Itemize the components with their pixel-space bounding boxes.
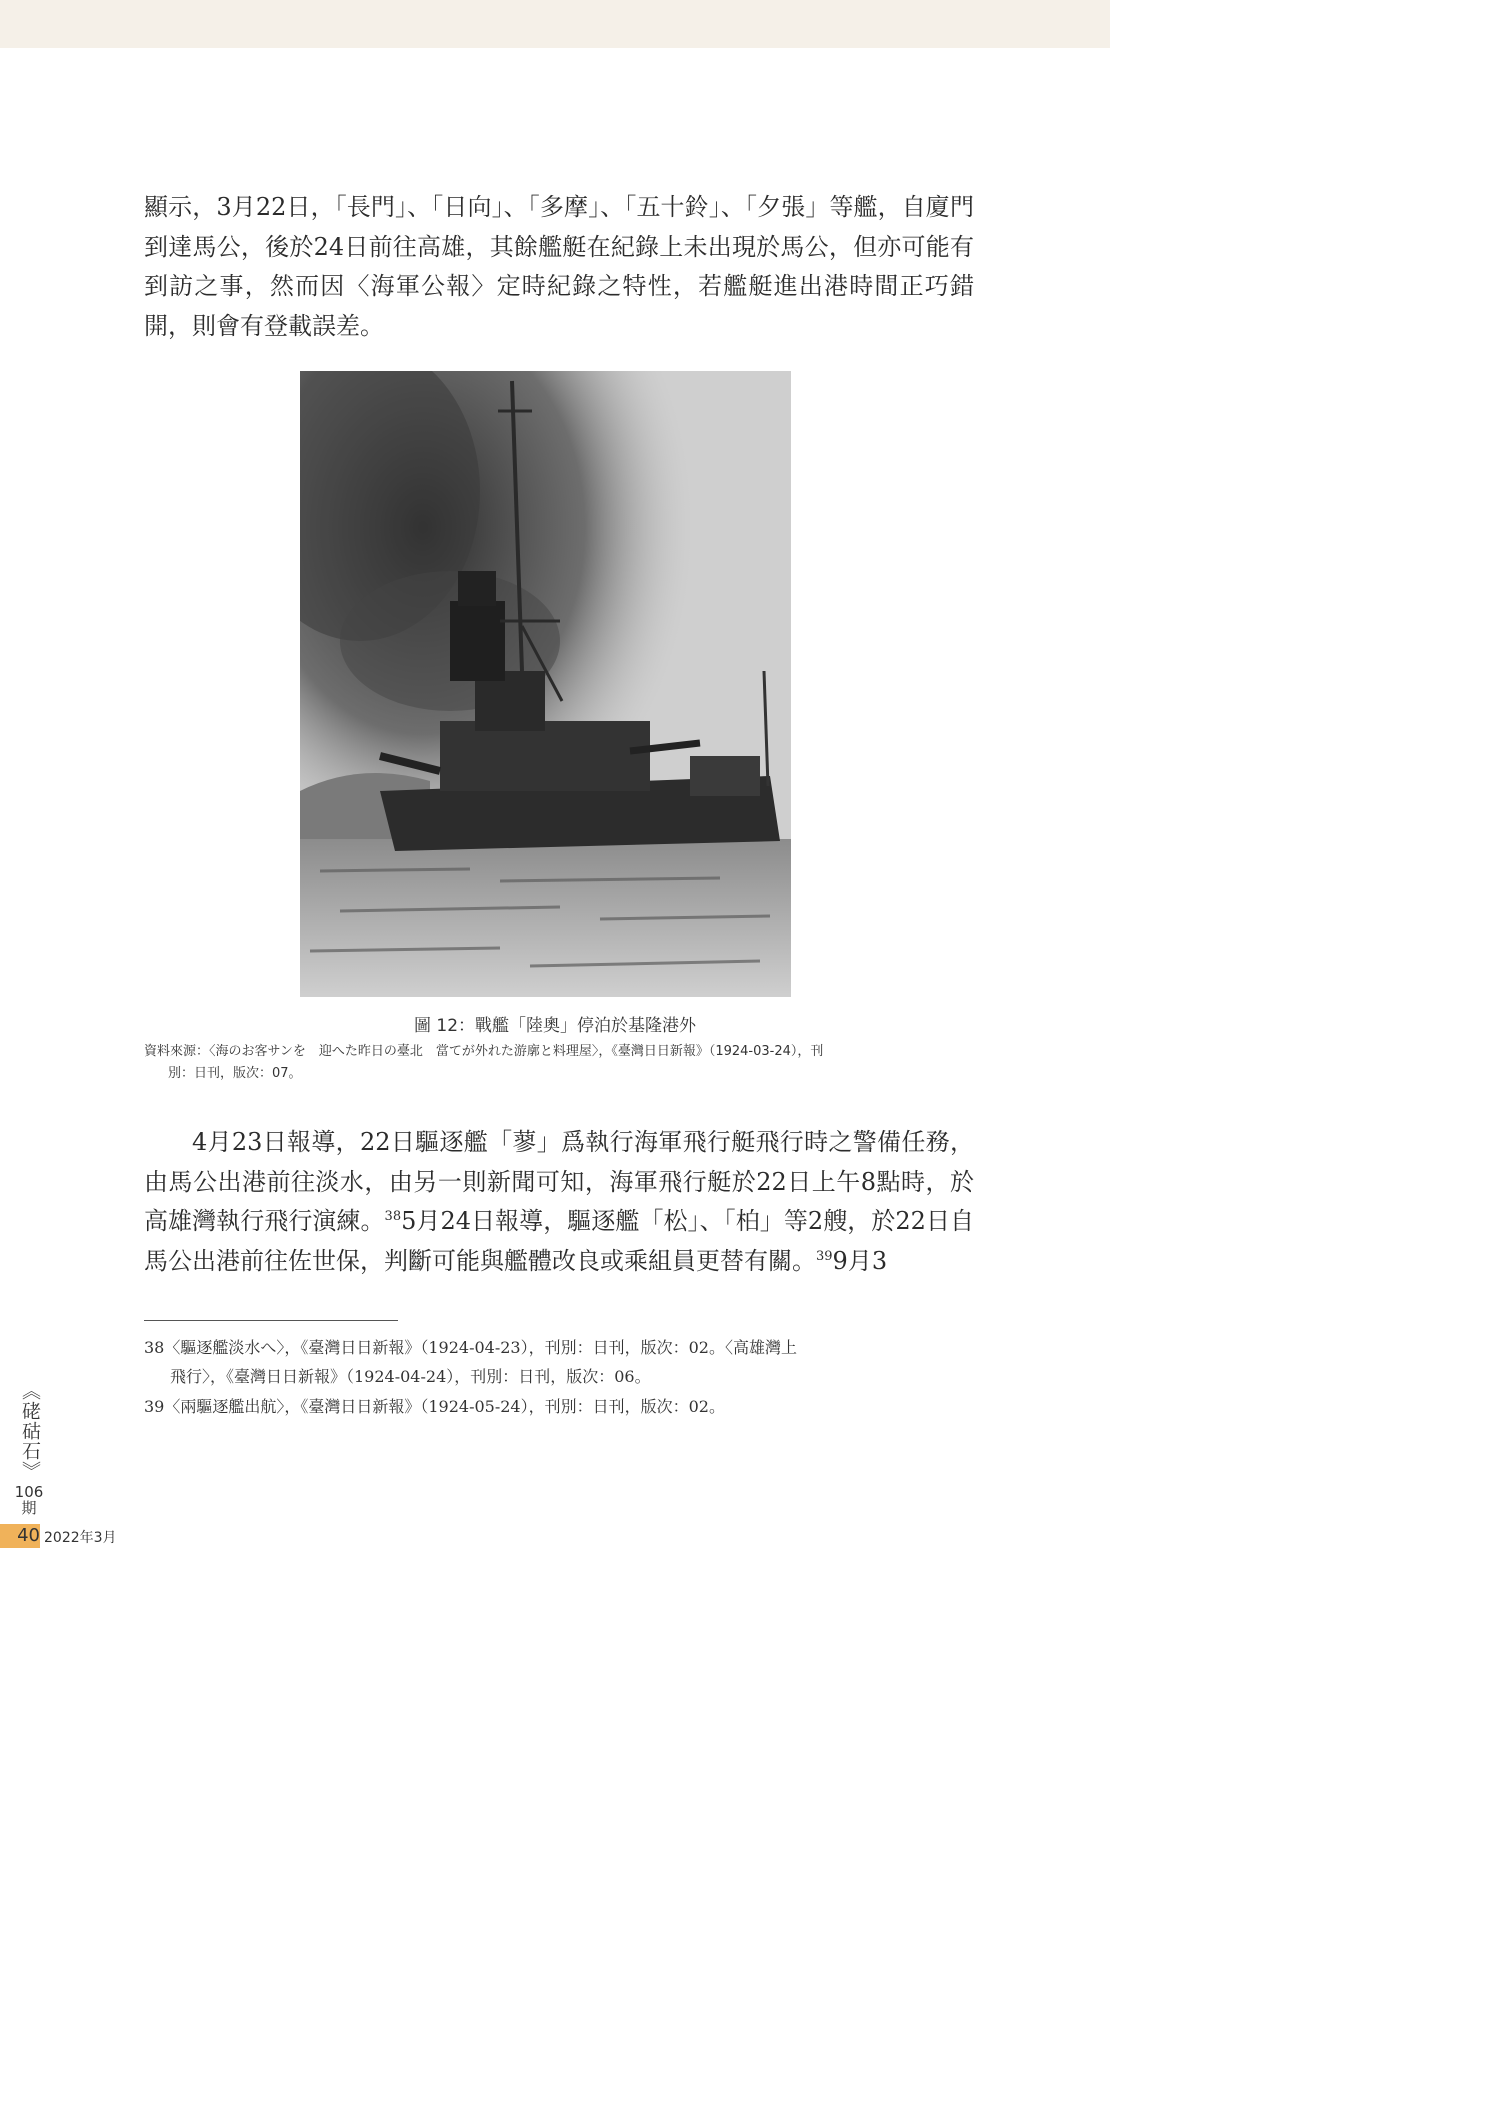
page-number: 40 <box>0 1524 40 1548</box>
footnote-ref-39[interactable]: 39 <box>816 1248 833 1264</box>
paragraph-2-part-c: 9月3 <box>832 1246 888 1275</box>
footnote-divider <box>144 1320 398 1321</box>
figure-caption: 圖 12：戰艦「陸奧」停泊於基隆港外 <box>413 1016 697 1036</box>
paragraph-2-part-b: 5月24日報導，驅逐艦「松」、「柏」等2艘，於22日自馬公出港前往佐世保，判斷可能與艦體改良或乘組員更替有關。 <box>144 1207 974 1275</box>
footnote-38-line-1: 38〈驅逐艦淡水へ〉，《臺灣日日新報》（1924-04-23），刊別：日刊，版次：02。〈高雄灣上 <box>144 1338 797 1357</box>
issue-suffix: 期 <box>21 1499 37 1517</box>
issue-label <box>11 1484 47 1516</box>
journal-title: 《硓𥑮石》 <box>19 1381 41 1481</box>
footnote-ref-38[interactable]: 38 <box>384 1209 402 1224</box>
issue-number: 106 <box>14 1483 44 1501</box>
body-paragraph-2 <box>144 1123 974 1281</box>
issue-date: 2022年3月 <box>44 1530 117 1546</box>
figure-source-line-1: 資料來源：〈海のお客サンを 迎へた昨日の臺北 當てが外れた游廓と料理屋〉，《臺灣日日新報》（1924-03-24），刊 <box>144 1044 824 1059</box>
battleship-photo <box>300 371 791 997</box>
top-band <box>0 0 1110 48</box>
body-paragraph-1: 顯示，3月22日，「長門」、「日向」、「多摩」、「五十鈴」、「夕張」等艦，自廈門到達馬公，後於24日前往高雄，其餘艦艇在紀錄上未出現於馬公，但亦可能有到訪之事，然而因〈海軍公報〉定時紀錄之特性，若艦艇進出港時間正巧錯開，則會有登載誤差。 <box>144 193 974 340</box>
figure-source <box>144 1041 966 1085</box>
paragraph-2-part-a: 4月23日報導，22日驅逐艦「蓼」爲執行海軍飛行艇飛行時之警備任務，由馬公出港前往淡水，由另一則新聞可知，海軍飛行艇於22日上午8點時，於高雄灣執行飛行演練。 <box>144 1128 974 1235</box>
footnote-39: 39〈兩驅逐艦出航〉，《臺灣日日新報》（1924-05-24），刊別：日刊，版次：02。 <box>144 1397 725 1416</box>
footnote-38-line-2: 飛行〉，《臺灣日日新報》（1924-04-24），刊別：日刊，版次：06。 <box>170 1367 651 1386</box>
figure-source-line-2: 別：日刊，版次：07。 <box>168 1066 302 1081</box>
footnote-38 <box>144 1333 970 1391</box>
